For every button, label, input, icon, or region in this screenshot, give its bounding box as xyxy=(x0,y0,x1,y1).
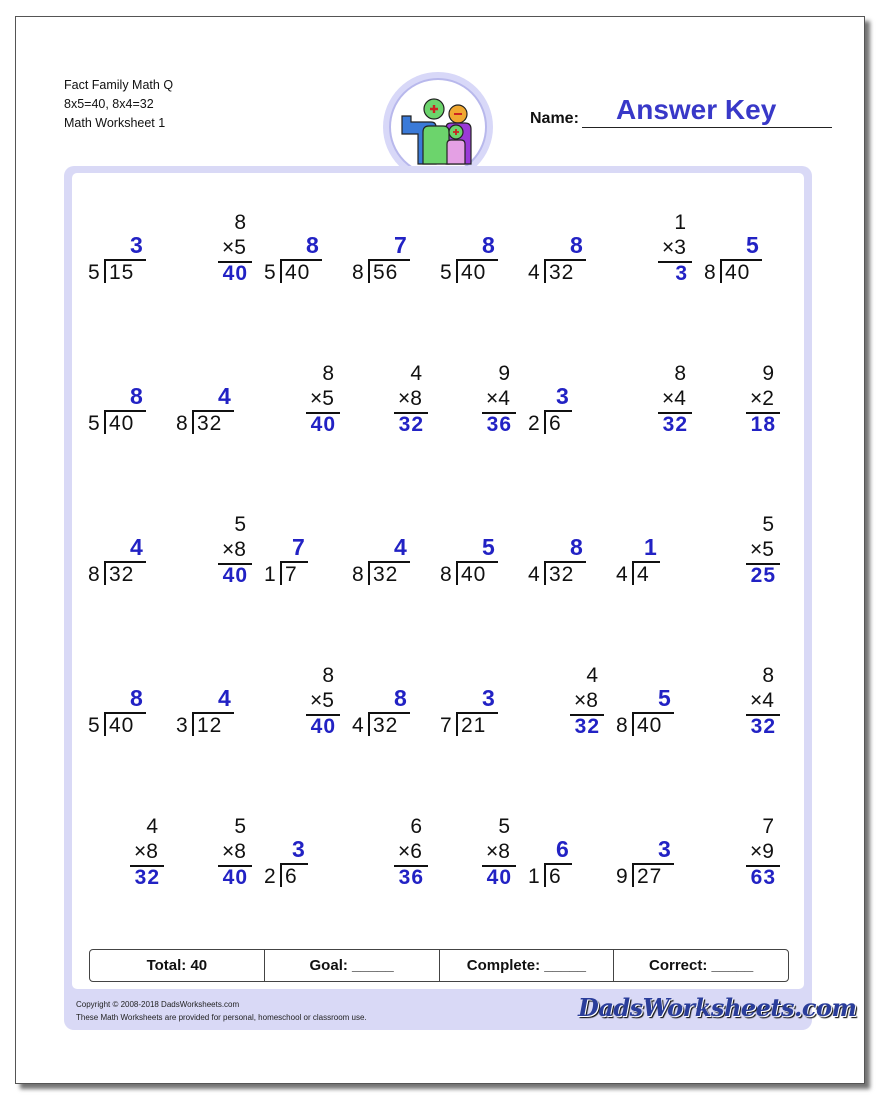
division-problem xyxy=(348,633,436,743)
division-bracket xyxy=(456,259,458,283)
multiplicand: 5 xyxy=(234,815,246,838)
quotient-answer: 5 xyxy=(658,685,671,711)
multiplicand: 7 xyxy=(762,815,774,838)
brand-logo[interactable]: DadsWorksheets.com xyxy=(578,993,857,1022)
quotient-answer: 4 xyxy=(130,534,143,560)
multiplicand: 4 xyxy=(146,815,158,838)
multiplicand: 6 xyxy=(410,815,422,838)
division-problem xyxy=(260,180,348,290)
product-answer: 40 xyxy=(222,866,248,889)
multiplication-problem xyxy=(260,331,348,441)
divisor: 8 xyxy=(704,261,716,284)
dividend: 32 xyxy=(373,714,399,737)
score-footer xyxy=(89,949,789,982)
dividend: 6 xyxy=(549,865,562,888)
dividend: 40 xyxy=(109,714,135,737)
product-answer: 36 xyxy=(486,413,512,436)
product-answer: 32 xyxy=(134,866,160,889)
multiplicand: 8 xyxy=(674,362,686,385)
product-answer: 18 xyxy=(750,413,776,436)
division-bracket xyxy=(456,712,458,736)
division-bracket xyxy=(544,410,546,434)
multiplicand: 5 xyxy=(234,513,246,536)
multiplier: ×5 xyxy=(750,538,774,561)
dividend: 6 xyxy=(285,865,298,888)
multiplication-problem xyxy=(612,331,700,441)
multiplicand: 4 xyxy=(586,664,598,687)
multiplication-problem xyxy=(700,633,788,743)
division-problem xyxy=(524,784,612,894)
division-problem xyxy=(260,482,348,592)
divisor: 8 xyxy=(176,412,188,435)
division-bracket xyxy=(368,712,370,736)
multiplier: ×8 xyxy=(222,840,246,863)
quotient-answer: 3 xyxy=(556,383,569,409)
multiplication-problem xyxy=(700,331,788,441)
usage-line: These Math Worksheets are provided for personal, homeschool or classroom use. xyxy=(76,1013,367,1022)
multiplication-problem xyxy=(172,180,260,290)
multiplier: ×4 xyxy=(486,387,510,410)
quotient-answer: 5 xyxy=(746,232,759,258)
multiplicand: 5 xyxy=(762,513,774,536)
divisor: 4 xyxy=(528,563,540,586)
dividend: 40 xyxy=(725,261,751,284)
dividend: 40 xyxy=(109,412,135,435)
division-bracket xyxy=(632,863,634,887)
division-problem xyxy=(524,331,612,441)
division-problem xyxy=(524,180,612,290)
multiplicand: 4 xyxy=(410,362,422,385)
quotient-answer: 8 xyxy=(394,685,407,711)
multiplicand: 9 xyxy=(762,362,774,385)
divisor: 4 xyxy=(528,261,540,284)
product-answer: 40 xyxy=(486,866,512,889)
division-problem xyxy=(84,180,172,290)
worksheet-header xyxy=(64,76,173,133)
divisor: 7 xyxy=(440,714,452,737)
quotient-answer: 7 xyxy=(394,232,407,258)
copyright-line: Copyright © 2008-2018 DadsWorksheets.com xyxy=(76,1000,240,1009)
product-answer: 40 xyxy=(222,564,248,587)
quotient-answer: 3 xyxy=(292,836,305,862)
division-problem xyxy=(436,482,524,592)
division-problem xyxy=(612,784,700,894)
multiplier: ×5 xyxy=(222,236,246,259)
product-answer: 32 xyxy=(398,413,424,436)
dividend: 40 xyxy=(285,261,311,284)
dividend: 4 xyxy=(637,563,650,586)
division-problem xyxy=(348,482,436,592)
division-bracket xyxy=(104,561,106,585)
quotient-answer: 7 xyxy=(292,534,305,560)
divisor: 5 xyxy=(440,261,452,284)
division-bracket xyxy=(544,863,546,887)
multiplier: ×5 xyxy=(310,689,334,712)
division-bracket xyxy=(192,712,194,736)
product-answer: 40 xyxy=(310,413,336,436)
dividend: 21 xyxy=(461,714,487,737)
quotient-answer: 4 xyxy=(218,383,231,409)
division-bracket xyxy=(632,712,634,736)
multiplier: ×8 xyxy=(134,840,158,863)
division-bracket xyxy=(104,410,106,434)
divisor: 5 xyxy=(88,261,100,284)
product-answer: 25 xyxy=(750,564,776,587)
multiplication-problem xyxy=(436,331,524,441)
multiplication-problem xyxy=(348,331,436,441)
divisor: 5 xyxy=(88,412,100,435)
product-answer: 36 xyxy=(398,866,424,889)
division-bracket xyxy=(280,561,282,585)
divisor: 2 xyxy=(528,412,540,435)
division-bracket xyxy=(280,863,282,887)
division-problem xyxy=(84,633,172,743)
multiplier: ×8 xyxy=(574,689,598,712)
multiplier: ×2 xyxy=(750,387,774,410)
dividend: 40 xyxy=(461,563,487,586)
multiplicand: 8 xyxy=(322,362,334,385)
quotient-answer: 6 xyxy=(556,836,569,862)
quotient-answer: 4 xyxy=(394,534,407,560)
multiplier: ×4 xyxy=(662,387,686,410)
multiplication-problem xyxy=(436,784,524,894)
division-bracket xyxy=(544,561,546,585)
dividend: 15 xyxy=(109,261,135,284)
product-answer: 40 xyxy=(310,715,336,738)
multiplier: ×8 xyxy=(486,840,510,863)
dividend: 6 xyxy=(549,412,562,435)
division-problem xyxy=(436,633,524,743)
quotient-answer: 5 xyxy=(482,534,495,560)
name-underline xyxy=(582,127,832,128)
dividend: 32 xyxy=(549,563,575,586)
division-bracket xyxy=(104,712,106,736)
quotient-answer: 3 xyxy=(482,685,495,711)
division-bracket xyxy=(192,410,194,434)
quotient-answer: 3 xyxy=(658,836,671,862)
dividend: 32 xyxy=(197,412,223,435)
goal-cell[interactable]: Goal: _____ xyxy=(265,950,440,981)
multiplier: ×3 xyxy=(662,236,686,259)
multiplication-problem xyxy=(260,633,348,743)
worksheet-title: Fact Family Math Q xyxy=(64,78,174,92)
multiplier: ×4 xyxy=(750,689,774,712)
division-problem xyxy=(172,633,260,743)
multiplicand: 5 xyxy=(498,815,510,838)
dividend: 32 xyxy=(373,563,399,586)
multiplication-problem xyxy=(172,784,260,894)
quotient-answer: 8 xyxy=(130,685,143,711)
division-problem xyxy=(436,180,524,290)
dividend: 32 xyxy=(549,261,575,284)
dividend: 12 xyxy=(197,714,223,737)
divisor: 2 xyxy=(264,865,276,888)
problems-panel xyxy=(64,166,812,1030)
quotient-answer: 4 xyxy=(218,685,231,711)
worksheet-subtitle: 8x5=40, 8x4=32 xyxy=(64,97,154,111)
quotient-answer: 1 xyxy=(644,534,657,560)
division-problem xyxy=(84,482,172,592)
quotient-answer: 8 xyxy=(482,232,495,258)
dividend: 32 xyxy=(109,563,135,586)
divisor: 8 xyxy=(440,563,452,586)
division-bracket xyxy=(104,259,106,283)
multiplication-problem xyxy=(524,633,612,743)
dividend: 40 xyxy=(461,261,487,284)
division-problem xyxy=(612,633,700,743)
multiplicand: 8 xyxy=(234,211,246,234)
division-problem xyxy=(700,180,788,290)
product-answer: 32 xyxy=(662,413,688,436)
divisor: 3 xyxy=(176,714,188,737)
complete-cell[interactable]: Complete: _____ xyxy=(440,950,615,981)
dividend: 56 xyxy=(373,261,399,284)
divisor: 8 xyxy=(616,714,628,737)
quotient-answer: 8 xyxy=(130,383,143,409)
multiplication-problem xyxy=(700,784,788,894)
dividend: 40 xyxy=(637,714,663,737)
divisor: 8 xyxy=(352,261,364,284)
divisor: 9 xyxy=(616,865,628,888)
divisor: 4 xyxy=(352,714,364,737)
quotient-answer: 3 xyxy=(130,232,143,258)
multiplication-problem xyxy=(612,180,700,290)
name-label: Name: xyxy=(530,110,579,127)
division-problem xyxy=(612,482,700,592)
product-answer: 40 xyxy=(222,262,248,285)
division-bracket xyxy=(456,561,458,585)
dividend: 7 xyxy=(285,563,298,586)
division-problem xyxy=(84,331,172,441)
division-bracket xyxy=(368,259,370,283)
divisor: 1 xyxy=(264,563,276,586)
division-bracket xyxy=(368,561,370,585)
product-answer: 63 xyxy=(750,866,776,889)
division-problem xyxy=(172,331,260,441)
quotient-answer: 8 xyxy=(570,534,583,560)
quotient-answer: 8 xyxy=(306,232,319,258)
division-problem xyxy=(348,180,436,290)
multiplication-problem xyxy=(348,784,436,894)
dividend: 27 xyxy=(637,865,663,888)
multiplication-problem xyxy=(700,482,788,592)
division-bracket xyxy=(720,259,722,283)
total-cell: Total: 40 xyxy=(90,950,265,981)
multiplier: ×6 xyxy=(398,840,422,863)
multiplier: ×5 xyxy=(310,387,334,410)
multiplicand: 9 xyxy=(498,362,510,385)
quotient-answer: 8 xyxy=(570,232,583,258)
multiplier: ×8 xyxy=(398,387,422,410)
division-bracket xyxy=(544,259,546,283)
worksheet-number: Math Worksheet 1 xyxy=(64,116,166,130)
divisor: 4 xyxy=(616,563,628,586)
correct-cell[interactable]: Correct: _____ xyxy=(649,957,754,974)
division-problem xyxy=(260,784,348,894)
copyright-notice xyxy=(76,998,367,1024)
product-answer: 3 xyxy=(675,262,688,285)
divisor: 5 xyxy=(88,714,100,737)
multiplication-problem xyxy=(172,482,260,592)
name-field[interactable] xyxy=(530,92,832,128)
multiplier: ×8 xyxy=(222,538,246,561)
multiplicand: 8 xyxy=(762,664,774,687)
product-answer: 32 xyxy=(750,715,776,738)
division-bracket xyxy=(632,561,634,585)
divisor: 8 xyxy=(352,563,364,586)
division-bracket xyxy=(280,259,282,283)
multiplier: ×9 xyxy=(750,840,774,863)
divisor: 5 xyxy=(264,261,276,284)
divisor: 8 xyxy=(88,563,100,586)
multiplication-problem xyxy=(84,784,172,894)
multiplicand: 1 xyxy=(674,211,686,234)
multiplicand: 8 xyxy=(322,664,334,687)
divisor: 1 xyxy=(528,865,540,888)
answer-key-title: Answer Key xyxy=(616,94,777,125)
product-answer: 32 xyxy=(574,715,600,738)
division-problem xyxy=(524,482,612,592)
